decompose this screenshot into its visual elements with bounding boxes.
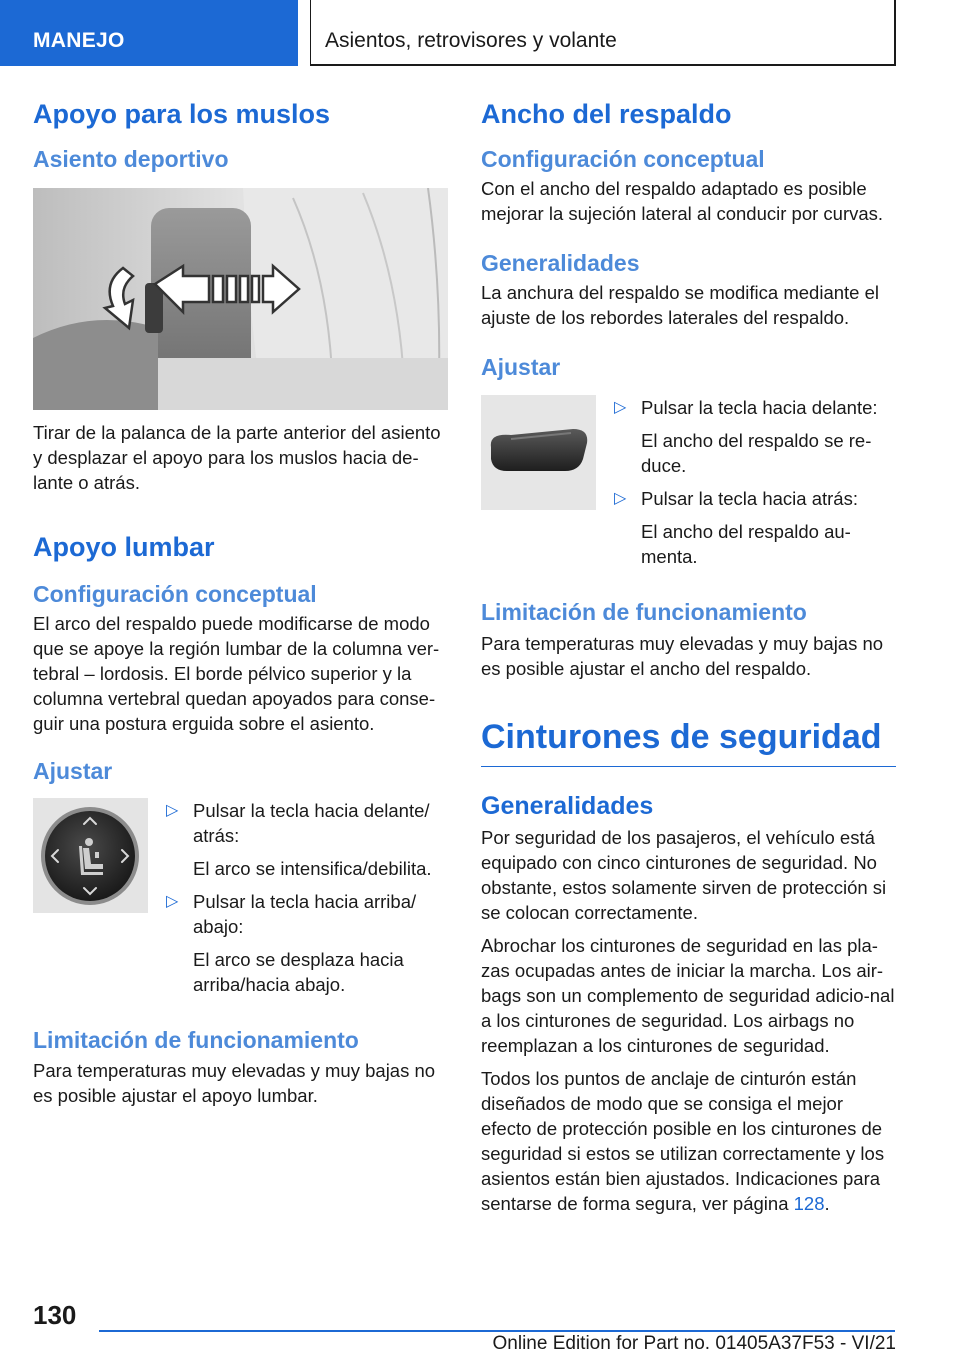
thigh-support-photo bbox=[33, 188, 448, 410]
width-steps bbox=[614, 395, 896, 569]
lumbar-concept-title: Configuración conceptual bbox=[33, 581, 317, 608]
width-concept-text: Con el ancho del respaldo adaptado es posible mejorar la sujeción lateral al conducir por curvas. bbox=[481, 177, 884, 224]
right-column bbox=[481, 98, 896, 1216]
width-general-title: Generalidades bbox=[481, 249, 640, 276]
width-concept-title: Configuración conceptual bbox=[481, 146, 765, 173]
chapter-tab bbox=[310, 0, 896, 66]
step-action: Pulsar la tecla hacia arriba/ abajo: bbox=[193, 890, 417, 937]
step-action: Pulsar la tecla hacia delante/ atrás: bbox=[193, 799, 430, 846]
width-limit-text: Para temperaturas muy elevadas y muy bajas no es posible ajustar el ancho del respaldo. bbox=[481, 632, 884, 679]
step-result: El ancho del respaldo au‐menta. bbox=[641, 521, 851, 568]
step-action: Pulsar la tecla hacia delante: bbox=[641, 397, 878, 419]
page-reference-link[interactable]: 128 bbox=[793, 1192, 825, 1214]
step-result: El ancho del respaldo se re‐duce. bbox=[641, 430, 872, 477]
seat-thigh-illustration bbox=[33, 188, 448, 410]
footer-divider bbox=[99, 1330, 895, 1332]
section-label: MANEJO bbox=[33, 29, 125, 52]
width-switch-illustration bbox=[481, 395, 596, 510]
triangle-bullet-icon: ▷ bbox=[614, 399, 627, 417]
sport-seat-subtitle: Asiento deportivo bbox=[33, 146, 229, 173]
page-header bbox=[0, 0, 960, 66]
width-general-text: La anchura del respaldo se modifica mediante el ajuste de los rebordes laterales del respaldo. bbox=[481, 281, 879, 328]
step-result: El arco se intensifica/debilita. bbox=[193, 857, 432, 879]
lumbar-steps bbox=[166, 798, 448, 997]
lumbar-limit-title: Limitación de funcionamiento bbox=[33, 1026, 359, 1053]
list-item bbox=[614, 486, 896, 569]
section-tab bbox=[0, 0, 298, 66]
width-switch-photo bbox=[481, 395, 596, 510]
seatbelts-title: Cinturones de seguridad bbox=[481, 717, 896, 767]
step-action: Pulsar la tecla hacia atrás: bbox=[641, 488, 858, 510]
lumbar-support-title: Apoyo lumbar bbox=[33, 531, 215, 562]
seatbelts-general-title: Generalidades bbox=[481, 791, 654, 820]
page-number: 130 bbox=[33, 1300, 77, 1330]
edition-label: Online Edition for Part no. 01405A37F53 - VI/21 bbox=[492, 1333, 896, 1354]
backrest-width-title: Ancho del respaldo bbox=[481, 99, 732, 129]
seatbelts-paragraph-2: Abrochar los cinturones de seguridad en las pla‐zas ocupadas antes de iniciar la marcha. Los air‐bags son un complemento de seguridad adicio‐nal a los cinturones de seguridad. Los airbags no reemplazan a los cinturones de seguridad. bbox=[481, 934, 895, 1056]
seatbelts-paragraph-1: Por seguridad de los pasajeros, el vehículo está equipado con cinco cinturones de seguridad. No obstante, estos solamente sirven de protección si se colocan correctamente. bbox=[481, 826, 887, 923]
thigh-support-text: Tirar de la palanca de la parte anterior del asiento y desplazar el apoyo para los muslos hacia de‐lante o atrás. bbox=[33, 421, 441, 493]
left-column bbox=[33, 98, 448, 1108]
lumbar-switch-photo bbox=[33, 798, 148, 913]
chapter-label: Asientos, retrovisores y volante bbox=[325, 29, 617, 52]
seatbelts-paragraph-3-end: . bbox=[824, 1192, 830, 1214]
seatbelts-paragraph-3 bbox=[481, 1066, 896, 1216]
lumbar-switch-illustration bbox=[33, 798, 148, 913]
triangle-bullet-icon: ▷ bbox=[614, 490, 627, 508]
lumbar-limit-text: Para temperaturas muy elevadas y muy bajas no es posible ajustar el apoyo lumbar. bbox=[33, 1060, 436, 1107]
triangle-bullet-icon: ▷ bbox=[166, 892, 179, 910]
triangle-bullet-icon: ▷ bbox=[166, 801, 179, 819]
step-result: El arco se desplaza hacia arriba/hacia abajo. bbox=[193, 948, 404, 995]
seatbelts-paragraph-3-text: Todos los puntos de anclaje de cinturón están diseñados de modo que se consiga el mejor efecto de protección posible en los cinturones de seguridad si estos se utilizan correctamente y los asientos están bien ajustados. Indicaciones para sentarse de forma segura, ver página bbox=[481, 1067, 885, 1214]
lumbar-adjust-block bbox=[33, 798, 448, 997]
list-item bbox=[166, 798, 448, 881]
width-limit-title: Limitación de funcionamiento bbox=[481, 599, 807, 626]
width-adjust-block bbox=[481, 395, 896, 569]
lumbar-adjust-title: Ajustar bbox=[33, 757, 113, 784]
list-item bbox=[614, 395, 896, 478]
list-item bbox=[166, 889, 448, 997]
width-adjust-title: Ajustar bbox=[481, 353, 561, 380]
thigh-support-title: Apoyo para los muslos bbox=[33, 99, 331, 129]
lumbar-concept-text: El arco del respaldo puede modificarse de modo que se apoye la región lumbar de la columna ver‐tebral – lordosis. El borde pélvico superior y la columna vertebral quedan apoyados para conse‐guir una postura erguida sobre el asiento. bbox=[33, 612, 440, 734]
